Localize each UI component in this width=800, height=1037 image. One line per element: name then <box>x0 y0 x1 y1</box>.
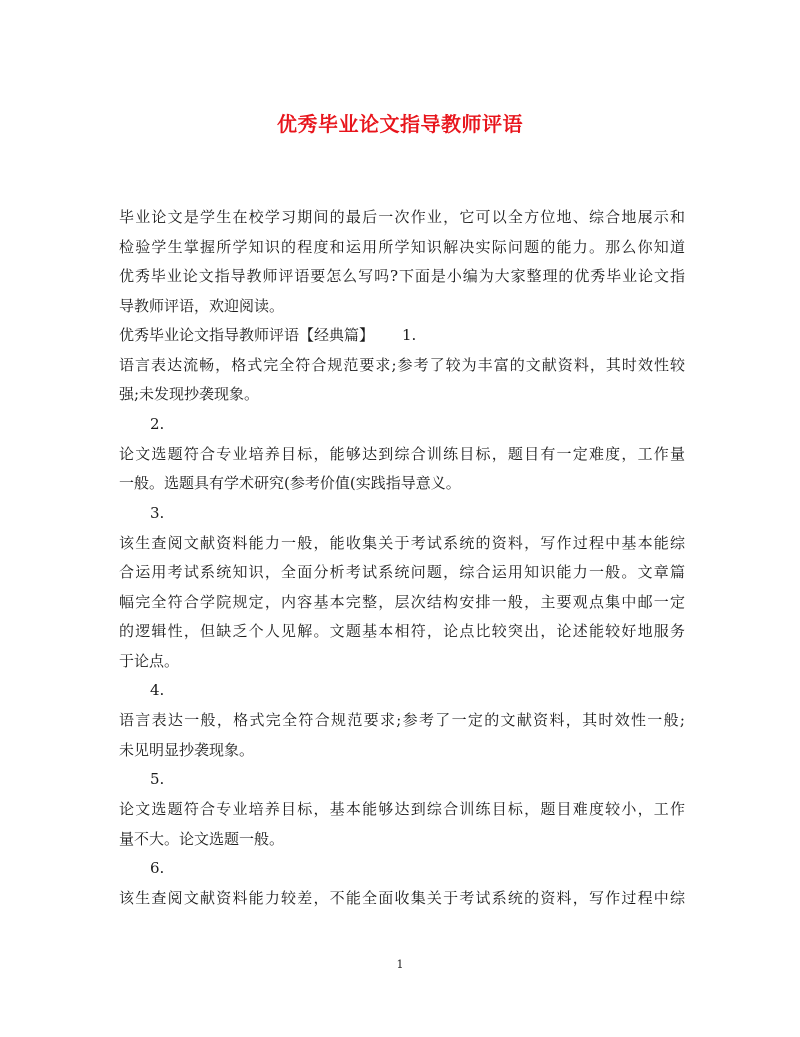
item-1-line-2: 强;未发现抄袭现象。 <box>119 385 260 403</box>
item-3-line-5: 于论点。 <box>119 651 180 670</box>
intro-line-3: 优秀毕业论文指导教师评语要怎么写吗?下面是小编为大家整理的优秀毕业论文指 <box>119 267 685 285</box>
document-body <box>119 203 685 914</box>
item-number-3: 3. <box>150 503 165 522</box>
intro-line-1: 毕业论文是学生在校学习期间的最后一次作业，它可以全方位地、综合地展示和 <box>119 208 685 226</box>
item-3-line-1: 该生查阅文献资料能力一般，能收集关于考试系统的资料，写作过程中基本能综 <box>119 533 685 552</box>
item-number-6: 6. <box>150 859 165 877</box>
item-2-line-2: 一般。选题具有学术研究(参考价值(实践指导意义。 <box>119 474 461 492</box>
page-number: 1 <box>396 958 404 971</box>
intro-line-4: 导教师评语，欢迎阅读。 <box>119 296 285 315</box>
item-number-4: 4. <box>150 681 165 699</box>
document-title: 优秀毕业论文指导教师评语 <box>277 112 523 136</box>
item-3-line-4: 的逻辑性，但缺乏个人见解。文题基本相符，论点比较突出，论述能较好地服务 <box>119 622 685 640</box>
item-number-1: 1. <box>402 326 417 344</box>
section-heading-row <box>119 321 685 351</box>
item-1-line-1: 语言表达流畅，格式完全符合规范要求;参考了较为丰富的文献资料，其时效性较 <box>119 355 685 374</box>
item-5-line-2: 量不大。论文选题一般。 <box>119 829 285 848</box>
item-3-line-3: 幅完全符合学院规定，内容基本完整，层次结构安排一般，主要观点集中邮一定 <box>119 592 685 611</box>
intro-line-2: 检验学生掌握所学知识的程度和运用所学知识解决实际问题的能力。那么你知道 <box>119 237 685 256</box>
section-heading: 优秀毕业论文指导教师评语【经典篇】 <box>119 326 375 344</box>
item-4-line-1: 语言表达一般，格式完全符合规范要求;参考了一定的文献资料，其时效性一般; <box>119 711 685 729</box>
item-6-line-1: 该生查阅文献资料能力较差，不能全面收集关于考试系统的资料，写作过程中综 <box>119 889 685 907</box>
item-4-line-2: 未见明显抄袭现象。 <box>119 740 255 759</box>
item-3-line-2: 合运用考试系统知识，全面分析考试系统问题，综合运用知识能力一般。文章篇 <box>119 563 685 581</box>
item-5-line-1: 论文选题符合专业培养目标，基本能够达到综合训练目标，题目难度较小，工作 <box>119 800 685 818</box>
item-2-line-1: 论文选题符合专业培养目标，能够达到综合训练目标，题目有一定难度，工作量 <box>119 444 685 463</box>
item-number-5: 5. <box>150 770 165 788</box>
item-number-2: 2. <box>150 414 165 433</box>
